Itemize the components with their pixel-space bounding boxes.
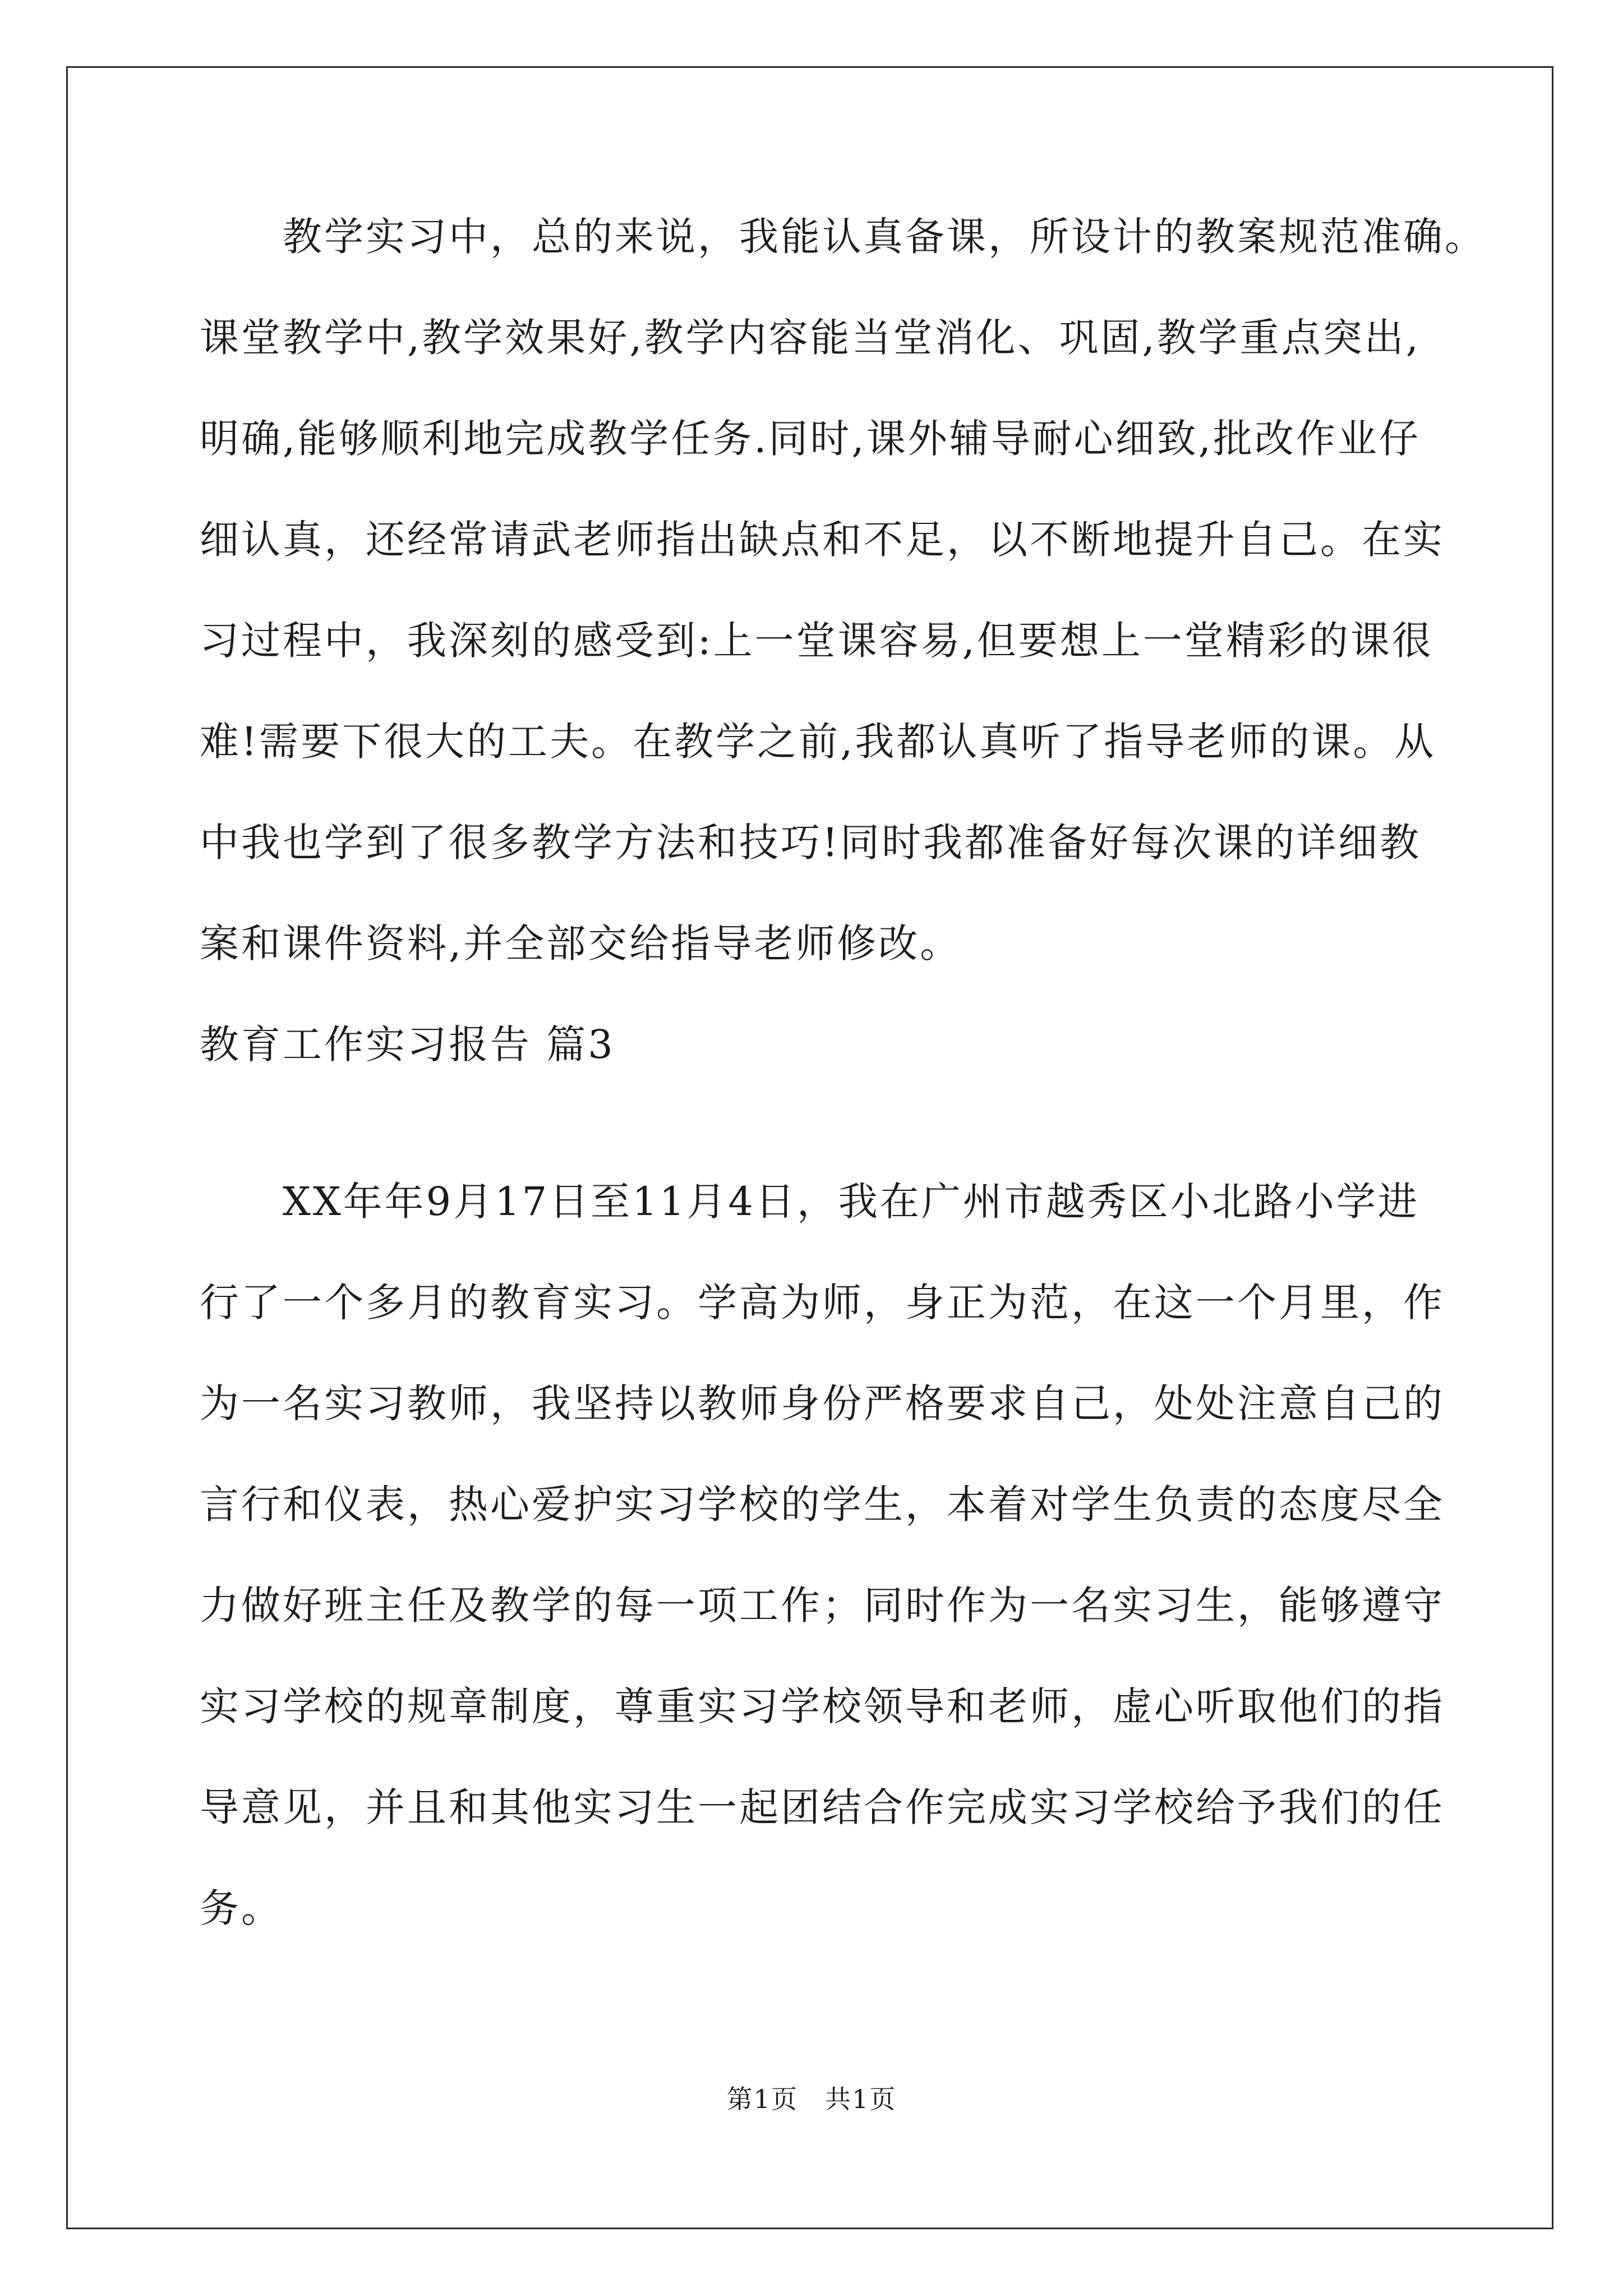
paragraph-line: 中我也学到了很多教学方法和技巧!同时我都准备好每次课的详细教: [200, 820, 1422, 866]
section-heading: 教育工作实习报告 篇3: [200, 1022, 615, 1068]
page-footer: 第1页 共1页: [726, 2084, 897, 2114]
paragraph-line: 为一名实习教师，我坚持以教师身份严格要求自己，处处注意自己的: [200, 1381, 1445, 1427]
paragraph-line: 实习学校的规章制度，尊重实习学校领导和老师，虚心听取他们的指: [200, 1683, 1445, 1729]
paragraph-line: 务。: [200, 1885, 283, 1931]
paragraph-line: 明确,能够顺利地完成教学任务.同时,课外辅导耐心细致,批改作业仔: [200, 416, 1421, 462]
paragraph-line: 细认真，还经常请武老师指出缺点和不足，以不断地提升自己。在实: [200, 517, 1445, 563]
paragraph-line: 难!需要下很大的工夫。在教学之前,我都认真听了指导老师的课。从: [200, 719, 1436, 765]
paragraph-line: 教学实习中，总的来说，我能认真备课，所设计的教案规范准确。: [200, 214, 1486, 260]
paragraph-line: 导意见，并且和其他实习生一起团结合作完成实习学校给予我们的任: [200, 1784, 1445, 1830]
paragraph-line: 案和课件资料,并全部交给指导老师修改。: [200, 921, 962, 967]
paragraph-line: 言行和仪表，热心爱护实习学校的学生，本着对学生负责的态度尽全: [200, 1481, 1445, 1527]
paragraph-line: 课堂教学中,教学效果好,教学内容能当堂消化、巩固,教学重点突出,: [200, 315, 1421, 361]
paragraph-line: XX年年9月17日至11月4日，我在广州市越秀区小北路小学进: [200, 1179, 1419, 1225]
paragraph-line: 力做好班主任及教学的每一项工作；同时作为一名实习生，能够遵守: [200, 1582, 1445, 1628]
paragraph-line: 行了一个多月的教育实习。学高为师，身正为范，在这一个月里，作: [200, 1280, 1445, 1326]
paragraph-line: 习过程中，我深刻的感受到:上一堂课容易,但要想上一堂精彩的课很: [200, 618, 1433, 664]
